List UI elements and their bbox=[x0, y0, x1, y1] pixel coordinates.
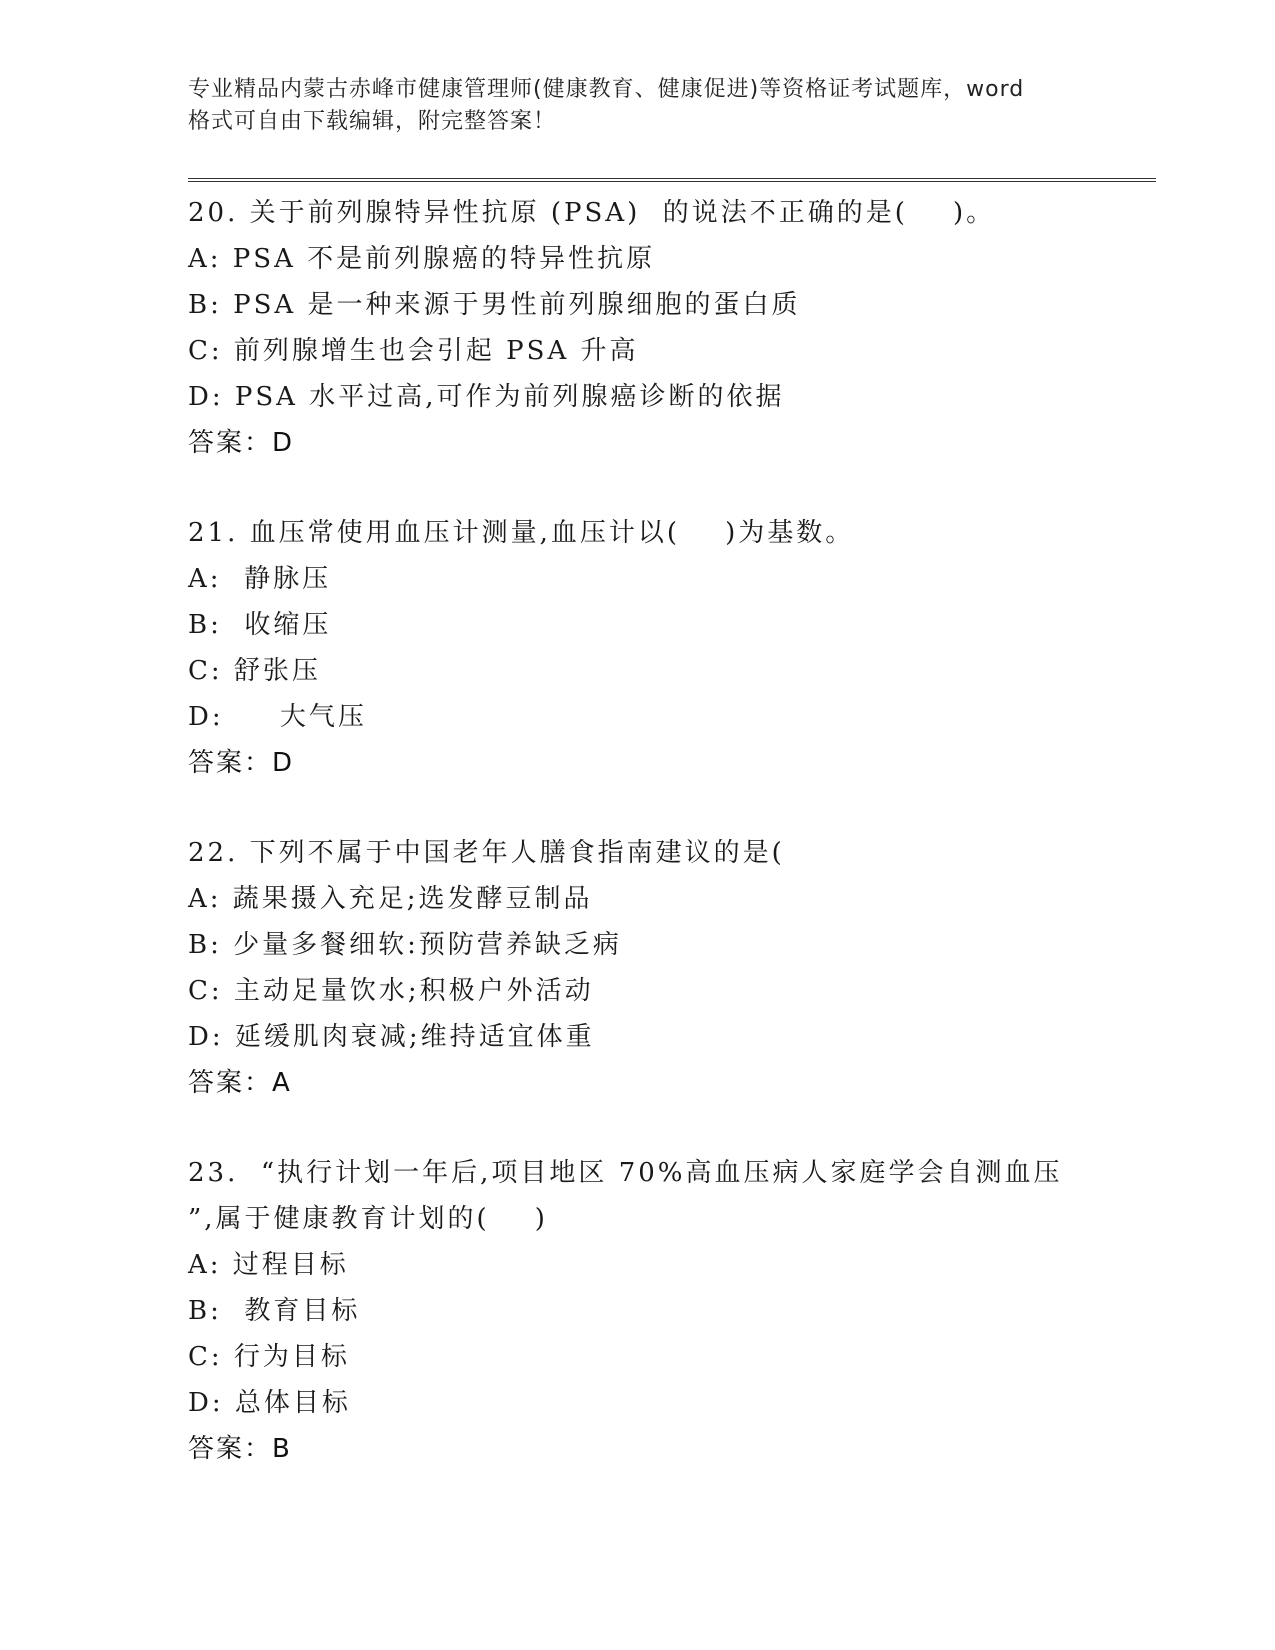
question-stem: 23. “执行计划一年后,项目地区 70%高血压病人家庭学会自测血压 bbox=[188, 1158, 1063, 1188]
option-a: A: 静脉压 bbox=[188, 564, 332, 594]
option-d: D: PSA 水平过高,可作为前列腺癌诊断的依据 bbox=[188, 382, 785, 412]
question-21 bbox=[188, 510, 1156, 786]
option-b: B: 少量多餐细软:预防营养缺乏病 bbox=[188, 930, 622, 960]
header-line-2: 格式可自由下载编辑，附完整答案！ bbox=[188, 109, 557, 134]
option-b: B: 教育目标 bbox=[188, 1296, 361, 1326]
option-c: C: 前列腺增生也会引起 PSA 升高 bbox=[188, 336, 639, 366]
document-header bbox=[188, 74, 1088, 138]
option-b: B: PSA 是一种来源于男性前列腺细胞的蛋白质 bbox=[188, 290, 801, 320]
header-line-1: 专业精品内蒙古赤峰市健康管理师(健康教育、健康促进)等资格证考试题库，word bbox=[188, 77, 1025, 102]
answer-label: 答案：B bbox=[188, 1434, 292, 1464]
answer-label: 答案：A bbox=[188, 1068, 292, 1098]
option-c: C: 主动足量饮水;积极户外活动 bbox=[188, 976, 594, 1006]
answer-label: 答案：D bbox=[188, 428, 295, 458]
option-d: D: 总体目标 bbox=[188, 1388, 351, 1418]
question-22 bbox=[188, 830, 1156, 1106]
question-23 bbox=[188, 1150, 1156, 1472]
answer-label: 答案：D bbox=[188, 748, 295, 778]
question-list bbox=[188, 190, 1156, 1516]
option-a: A: 过程目标 bbox=[188, 1250, 349, 1280]
option-c: C: 行为目标 bbox=[188, 1342, 350, 1372]
option-a: A: PSA 不是前列腺癌的特异性抗原 bbox=[188, 244, 656, 274]
question-stem: 21. 血压常使用血压计测量,血压计以( )为基数。 bbox=[188, 518, 855, 548]
question-stem-continued: ”,属于健康教育计划的( ) bbox=[188, 1204, 548, 1234]
question-20 bbox=[188, 190, 1156, 466]
question-stem: 20. 关于前列腺特异性抗原 (PSA) 的说法不正确的是( )。 bbox=[188, 198, 996, 228]
option-a: A: 蔬果摄入充足;选发酵豆制品 bbox=[188, 884, 593, 914]
option-d: D: 大气压 bbox=[188, 702, 367, 732]
option-d: D: 延缓肌肉衰减;维持适宜体重 bbox=[188, 1022, 595, 1052]
question-stem: 22. 下列不属于中国老年人膳食指南建议的是( bbox=[188, 838, 785, 868]
header-divider bbox=[188, 178, 1156, 182]
option-c: C: 舒张压 bbox=[188, 656, 321, 686]
option-b: B: 收缩压 bbox=[188, 610, 332, 640]
